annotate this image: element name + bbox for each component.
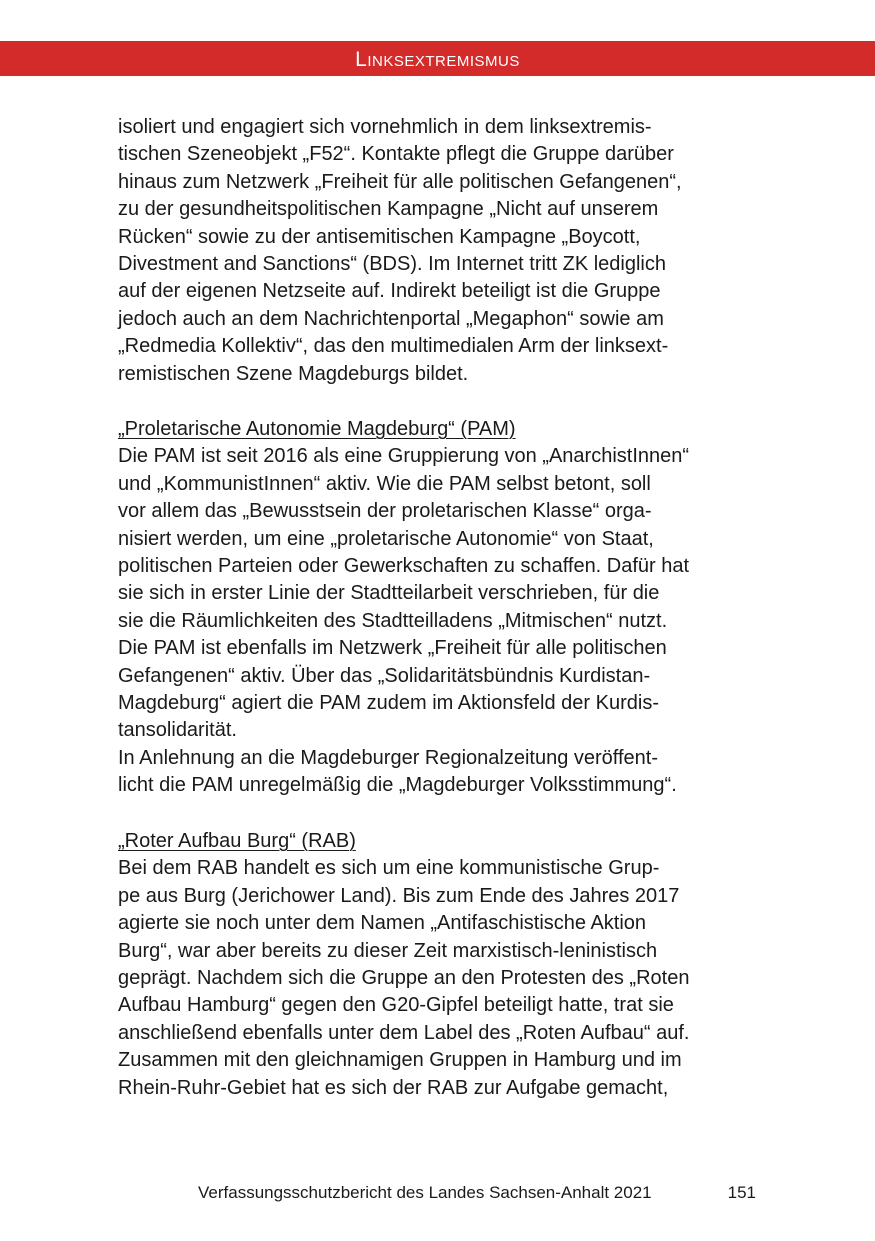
text-line: hinaus zum Netzwerk „Freiheit für alle politischen Gefangenen“,: [118, 170, 682, 193]
text-line: Bei dem RAB handelt es sich um eine kommunistische Grup-: [118, 857, 660, 880]
footer-publication: Verfassungsschutzbericht des Landes Sachsen-Anhalt 2021: [198, 1183, 652, 1202]
text-line: zu der gesundheitspolitischen Kampagne „Nicht auf unserem: [118, 198, 659, 221]
text-line: Aufbau Hamburg“ gegen den G20-Gipfel beteiligt hatte, trat sie: [118, 994, 674, 1017]
section-heading-pam: „Proletarische Autonomie Magdeburg“ (PAM): [118, 418, 516, 440]
text-line: Rhein-Ruhr-Gebiet hat es sich der RAB zur Aufgabe gemacht,: [118, 1076, 669, 1099]
text-line: pe aus Burg (Jerichower Land). Bis zum Ende des Jahres 2017: [118, 884, 680, 907]
section-pam: [118, 416, 758, 800]
chapter-header-band: [0, 41, 875, 76]
text-line: politischen Parteien oder Gewerkschaften zu schaffen. Dafür hat: [118, 555, 690, 578]
text-line: jedoch auch an dem Nachrichtenportal „Megaphon“ sowie am: [118, 307, 664, 330]
page-number: 151: [727, 1183, 756, 1202]
text-line: tischen Szeneobjekt „F52“. Kontakte pflegt die Gruppe darüber: [118, 143, 674, 166]
text-line: anschließend ebenfalls unter dem Label des „Roten Aufbau“ auf.: [118, 1021, 690, 1044]
section-heading-rab: „Roter Aufbau Burg“ (RAB): [118, 830, 356, 852]
text-line: Burg“, war aber bereits zu dieser Zeit marxistisch-leninistisch: [118, 939, 658, 962]
paragraph-intro: [118, 114, 758, 388]
text-line: geprägt. Nachdem sich die Gruppe an den Protesten des „Roten: [118, 967, 690, 990]
text-line: nisiert werden, um eine „proletarische Autonomie“ von Staat,: [118, 527, 654, 550]
text-line: licht die PAM unregelmäßig die „Magdeburger Volksstimmung“.: [118, 774, 677, 797]
section-rab: [118, 828, 758, 1102]
text-line: In Anlehnung an die Magdeburger Regionalzeitung veröffent-: [118, 746, 659, 769]
text-line: tansolidarität.: [118, 719, 237, 742]
text-line: Die PAM ist seit 2016 als eine Gruppierung von „AnarchistInnen“: [118, 445, 690, 468]
text-line: isoliert und engagiert sich vornehmlich in dem linksextremis-: [118, 116, 652, 138]
text-line: sie sich in erster Linie der Stadtteilarbeit verschrieben, für die: [118, 582, 660, 605]
text-line: „Redmedia Kollektiv“, das den multimedialen Arm der linksext-: [118, 335, 669, 358]
text-line: Magdeburg“ agiert die PAM zudem im Aktionsfeld der Kurdis-: [118, 692, 659, 715]
text-line: Zusammen mit den gleichnamigen Gruppen in Hamburg und im: [118, 1049, 682, 1072]
text-line: vor allem das „Bewusstsein der proletarischen Klasse“ orga-: [118, 500, 652, 523]
chapter-title: Linksextremismus: [355, 48, 520, 71]
text-line: Gefangenen“ aktiv. Über das „Solidaritätsbündnis Kurdistan-: [118, 664, 651, 687]
text-line: Rücken“ sowie zu der antisemitischen Kampagne „Boycott,: [118, 225, 641, 248]
text-line: auf der eigenen Netzseite auf. Indirekt beteiligt ist die Gruppe: [118, 280, 661, 303]
text-line: Divestment and Sanctions“ (BDS). Im Internet tritt ZK lediglich: [118, 253, 666, 276]
text-line: und „KommunistInnen“ aktiv. Wie die PAM selbst betont, soll: [118, 472, 651, 495]
text-line: Die PAM ist ebenfalls im Netzwerk „Freiheit für alle politischen: [118, 637, 667, 660]
text-line: remistischen Szene Magdeburgs bildet.: [118, 362, 469, 385]
text-line: agierte sie noch unter dem Namen „Antifaschistische Aktion: [118, 912, 647, 935]
text-line: sie die Räumlichkeiten des Stadtteilladens „Mitmischen“ nutzt.: [118, 609, 668, 632]
